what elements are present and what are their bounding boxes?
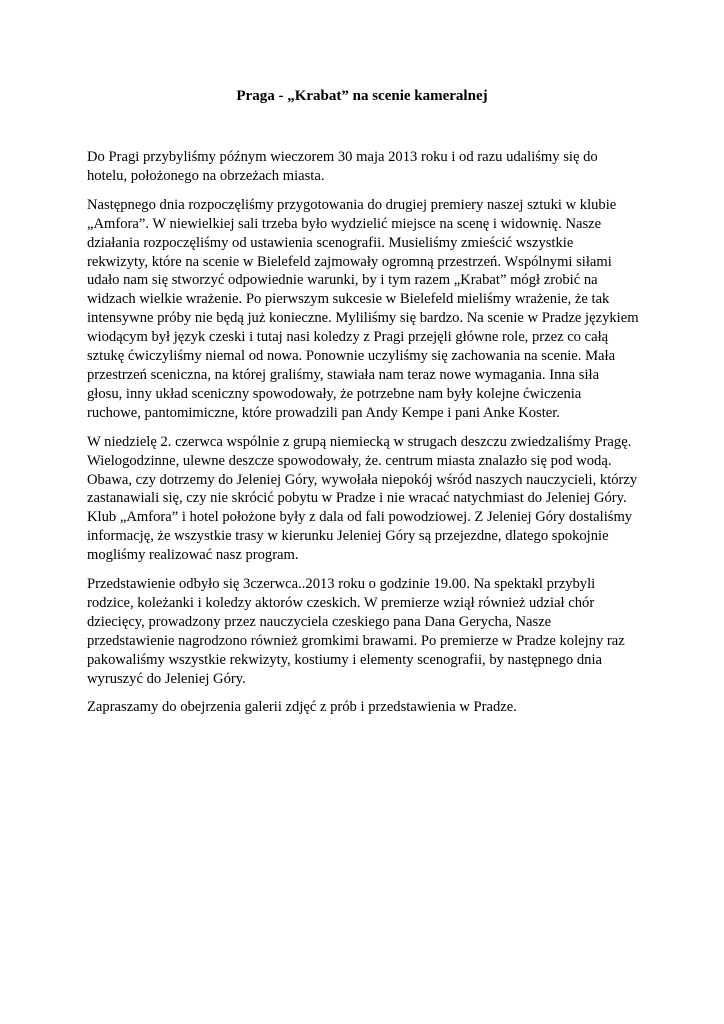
text-line: hotelu, położonego na obrzeżach miasta. [87,167,325,184]
text-line: pakowaliśmy wszystkie rekwizyty, kostiumy i elementy scenografii, by następnego dnia [87,651,602,668]
text-line: ruchowe, pantomimiczne, które prowadzili pan Andy Kempe i pani Anke Koster. [87,404,560,421]
text-line: dziecięcy, prowadzony przez nauczyciela czeskiego pana Dana Gerycha, Nasze [87,613,552,630]
text-line: widzach wielkie wrażenie. Po pierwszym sukcesie w Bielefeld mieliśmy wrażenie, że tak [87,291,610,308]
text-line: przestrzeń sceniczna, na której graliśmy, stawiała nam teraz nowe wymagania. Inna siła [87,366,600,383]
text-line: mogliśmy realizować nasz program. [87,547,299,564]
text-line: informację, że wszystkie trasy w kierunku Jeleniej Góry są przejezdne, dlatego spokojnie [87,528,609,545]
text-line: rekwizyty, które na scenie w Bielefeld zajmowały ogromną przestrzeń. Wspólnymi siłami [87,253,612,270]
text-line: Następnego dnia rozpoczęliśmy przygotowania do drugiej premiery naszej sztuki w klubie [87,196,617,213]
paragraph-5 [87,698,643,717]
text-line: Zapraszamy do obejrzenia galerii zdjęć z prób i przedstawienia w Pradze. [87,699,517,716]
text-line: Przedstawienie odbyło się 3czerwca..2013 roku o godzinie 19.00. Na spektakl przybyli [87,576,596,593]
text-line: Klub „Amfora” i hotel położone były z dala od fali powodziowej. Z Jeleniej Góry dostaliśmy [87,509,633,526]
text-line: zastanawiali się, czy nie skrócić pobytu w Pradze i nie wracać natychmiast do Jeleniej Góry. [87,490,627,507]
text-line: Obawa, czy dotrzemy do Jeleniej Góry, wywołała niepokój wśród naszych nauczycieli, którzy [87,471,638,488]
text-line: udało nam się stworzyć odpowiednie warunki, by i tym razem „Krabat” mógł zrobić na [87,272,598,289]
text-line: działania rozpoczęliśmy od ustawienia scenografii. Musieliśmy zmieścić wszystkie [87,234,574,251]
text-line: wyruszyć do Jeleniej Góry. [87,670,246,687]
paragraph-4 [87,575,643,688]
text-line: Do Pragi przybyliśmy późnym wieczorem 30 maja 2013 roku i od razu udaliśmy się do [87,149,598,165]
paragraph-2 [87,196,643,423]
text-line: wiodącym był język czeski i tutaj nasi koledzy z Pragi przejęli główne role, przez co całą [87,329,609,346]
text-line: głosu, inny układ sceniczny spowodowały, że potrzebne nam były kolejne ćwiczenia [87,385,582,402]
text-line: intensywne próby nie będą już konieczne. Myliliśmy się bardzo. Na scenie w Pradze językiem [87,310,639,327]
article-body [87,148,643,727]
page-title: Praga - „Krabat” na scenie kameralnej [236,88,488,104]
paragraph-1 [87,148,643,186]
text-line: sztukę ćwiczyliśmy niemal od nowa. Ponownie uczyliśmy się zachowania na scenie. Mała [87,348,616,365]
text-line: rodzice, koleżanki i koledzy aktorów czeskich. W premierze wziął również udział chór [87,594,595,611]
text-line: „Amfora”. W niewielkiej sali trzeba było wydzielić miejsce na scenę i widownię. Nasze [87,215,602,232]
text-line: Wielogodzinne, ulewne deszcze spowodowały, że. centrum miasta znalazło się pod wodą. [87,452,612,469]
paragraph-3 [87,433,643,565]
text-line: przedstawienie nagrodzono również gromkimi brawami. Po premierze w Pradze kolejny raz [87,632,625,649]
text-line: W niedzielę 2. czerwca wspólnie z grupą niemiecką w strugach deszczu zwiedzaliśmy Pragę. [87,433,632,450]
